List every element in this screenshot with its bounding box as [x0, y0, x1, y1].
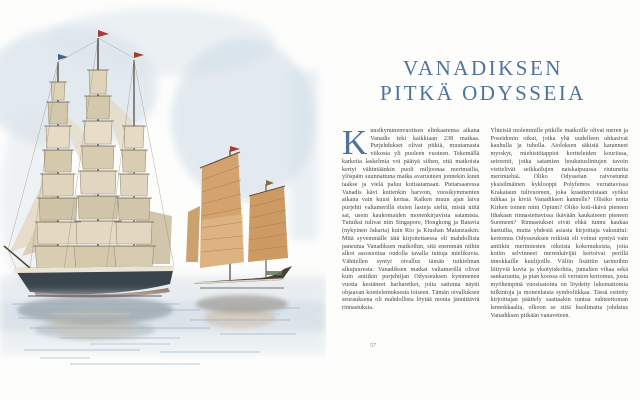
chapter-title-line-2: PITKÄ ODYSSEIA: [380, 81, 586, 105]
text-column-left-body: uusikymmenvuotisen elinkaarensa aikana Vanadis teki kaikkiaan 238 matkaa. Purjehdukset olivat pitkiä, muutamasta viikosta yli puoleen vuoteen. Tekemällä karkeita laskelmia voi päätyä siihen, että matkoista kertyi vähintäänkin puoli miljoonaa merimailia, ylöspäin suunnattuna matka avaruuteen jonnekin kuun taakse ja vielä paluu kotisatamaan. Pietarsaaressa Vanadis kävi kuitenkin harvoin, vuosikymmenten aikana vain kuusi kertaa. Kaiken muun ajan laiva purjehti valtamerillä etsien lasteja sieltä, mistä niitä sai, usein kaukomaiden monenkirjavista satamista. Tutuiksi tulivat niin Singapore, Hongkong ja Batavia (nykyinen Jakarta) kuin Rio ja Kiushan Matanzaskin. Mitä syvemmälle tätä kirjoitettaessa oli mahdollista paneutua Vanadiksen matkoihin, sitä enemmän niihin alkoi assosioitua oudolla tavalla tuttuja mielikuvia. Vähitellen syntyi oivallus tämän tutkielman alkujuuresta: Vanadiksen matkat valtamerillä olivat kuin antiikin purjehtijan Odysseuksen kymmenen vuotta kestäneet harharetket, joita sattuma näytti ohjaavan koettelemuksesta toiseen. Tämän oivalluksen seurauksena oli mahdollista löytää monia jännittäviä rinnastuksia.: [342, 128, 480, 312]
body-text: [342, 123, 628, 321]
water-reflections: [0, 288, 326, 364]
drop-cap: K: [342, 123, 368, 162]
chapter-title-line-1: VANADIKSEN: [403, 56, 563, 80]
text-column-right-body: Yhteisiä molemmille pitkille matkoille olivat meren ja Poseidonin oikut, jotka yhä uudelleen uhkasivat kauhulla ja tuholla. Aioloksen säkistä karanneet myrskyt, miehistötappiot kortteleiden kouriissa, seireenit, jotka satamien houkutuslintujen tavoin viettelivät seikkailujen naiskaipuussa riutuneita merimiehiä. Oliko Odysseian raivostunut yksisilmäinen kyklooppi Polyfemos verrattavissa Krakataun tulivuoreen, joka kraattereistaan syöksi tuhkaa ja kiviä Vanadiksen kannelle? Olisiko noita Kirken toinen nimi Opium? Oliko koti-ikävä pieneen Ithakaan rinnastettavissa ikävään kaukaiseen pieneen Suomeen? Rinnastukset eivät ehkä tunnu kaukaa haetuilta, mutta yhdestä asiasta kirjoittaja vakuuttui: kertomus Odysseuksen retkistä oli voinut syntyä vain antiikin merimiesten oikeista kokemuksista, joita kotiin selvinneet merenkävijät kertoivat perillä innokkaille kuulijoille. Väliin lisättiin tarinoihin liittyviä kuvia ja yksityiskohtia, jumalten vihaa sekä sankaruutta, ja pian koossa oli verraton kertomus, josta myöhempinä vuosisatoina on löydetty lukemattomia tulkintoja ja monenlaista symboliikkaa. Tässä esitetty kirjoittajan päättely saattaakin tuntua suhteettoman lennokkaalta, olkoon se siitä huolimatta johdatus Vanadiksen pitkään vanaveteen.: [490, 128, 628, 319]
text-column-left: [342, 123, 480, 321]
right-page: [326, 0, 640, 400]
chapter-title: [326, 56, 640, 106]
text-column-right: [491, 128, 629, 321]
page-number: 57: [370, 343, 376, 349]
